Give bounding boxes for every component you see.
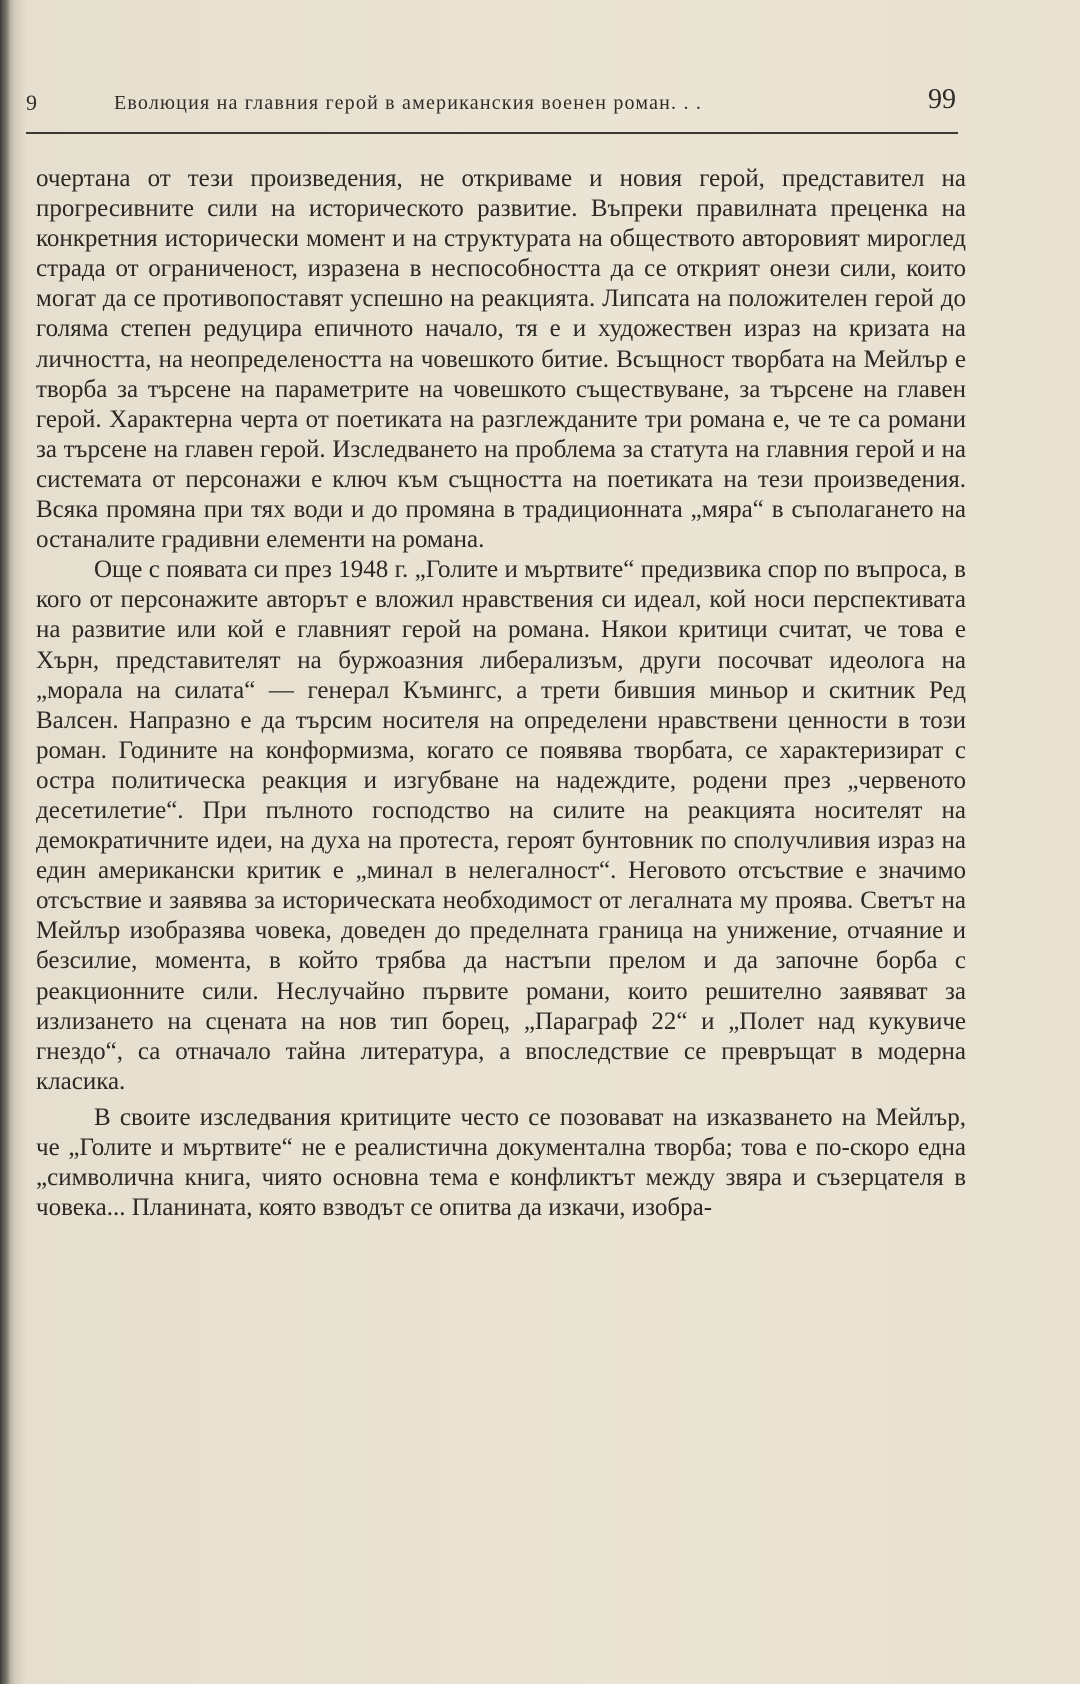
body-text	[36, 164, 966, 1223]
spine-shadow	[0, 0, 10, 1684]
paragraph-1: очертана от тези произведения, не откриваме и новия герой, представител на прогресивните сили на историческото развитие. Въпреки правилната преценка на конкретния исторически момент и на структурата на обществото авторовият мироглед страда от ограниченост, изразена в неспособността да се открият онези сили, които могат да се противопоставят успешно на реакцията. Липсата на положителен герой до голяма степен редуцира епичното начало, тя е и художествен израз на кризата на личността, на неопределеността на човешкото битие. Всъщност творбата на Мейлър е творба за търсене на параметрите на човешкото съществуване, за търсене на главен герой. Характерна черта от поетиката на разглежданите три романа е, че те са романи за търсене на главен герой. Изследването на проблема за статута на главния герой и на системата от персонажи е ключ към същността на поетиката на тези произведения. Всяка промяна при тях води и до промяна в традиционната „мяра“ в съполагането на останалите градивни елементи на романа.	[36, 165, 966, 554]
page-number: 99	[928, 84, 956, 115]
running-header	[26, 86, 956, 126]
paragraph-3: В своите изследвания критиците често се позовават на изказването на Мейлър, че „Голите и мъртвите“ не е реалистична документална творба; това е по-скоро една „символична книга, чиято основна тема е конфликтът между звяра и съзерцателя в човека... Планината, която взводът се опитва да изкачи, изобра-	[36, 1103, 966, 1222]
header-rule	[26, 132, 958, 134]
chapter-number: 9	[26, 90, 37, 115]
paragraph-2: Още с появата си през 1948 г. „Голите и мъртвите“ предизвика спор по въпроса, в кого от персонажите авторът е вложил нравствения си идеал, кой носи перспективата на развитие или кой е главният герой на романа. Някои критици считат, че това е Хърн, представителят на буржоазния либерализъм, други посочват идеолога на „морала на силата“ — генерал Къмингс, а трети бившия миньор и скитник Ред Валсен. Напразно е да търсим носителя на определени нравствени ценности в този роман. Годините на конформизма, когато се появява творбата, се характеризират с остра политическа реакция и изгубване на надеждите, родени през „червеното десетилетие“. При пълното господство на силите на реакцията носителят на демократичните идеи, на духа на протеста, героят бунтовник по сполучливия израз на един американски критик е „минал в нелегалност“. Неговото отсъствие е значимо отсъствие и заявява за историческата необходимост от легалната му проява. Светът на Мейлър изобразява човека, доведен до пределната граница на унижение, отчаяние и безсилие, момента, в който трябва да настъпи прелом и да започне борба с реакционните сили. Неслучайно първите романи, които решително заявяват за излизането на сцената на нов тип борец, „Параграф 22“ и „Полет над кукувиче гнездо“, са отначало тайна литература, а впоследствие се превръщат в модерна класика.	[36, 556, 966, 1095]
running-title: Еволюция на главния герой в американския военен роман. . .	[114, 92, 703, 114]
